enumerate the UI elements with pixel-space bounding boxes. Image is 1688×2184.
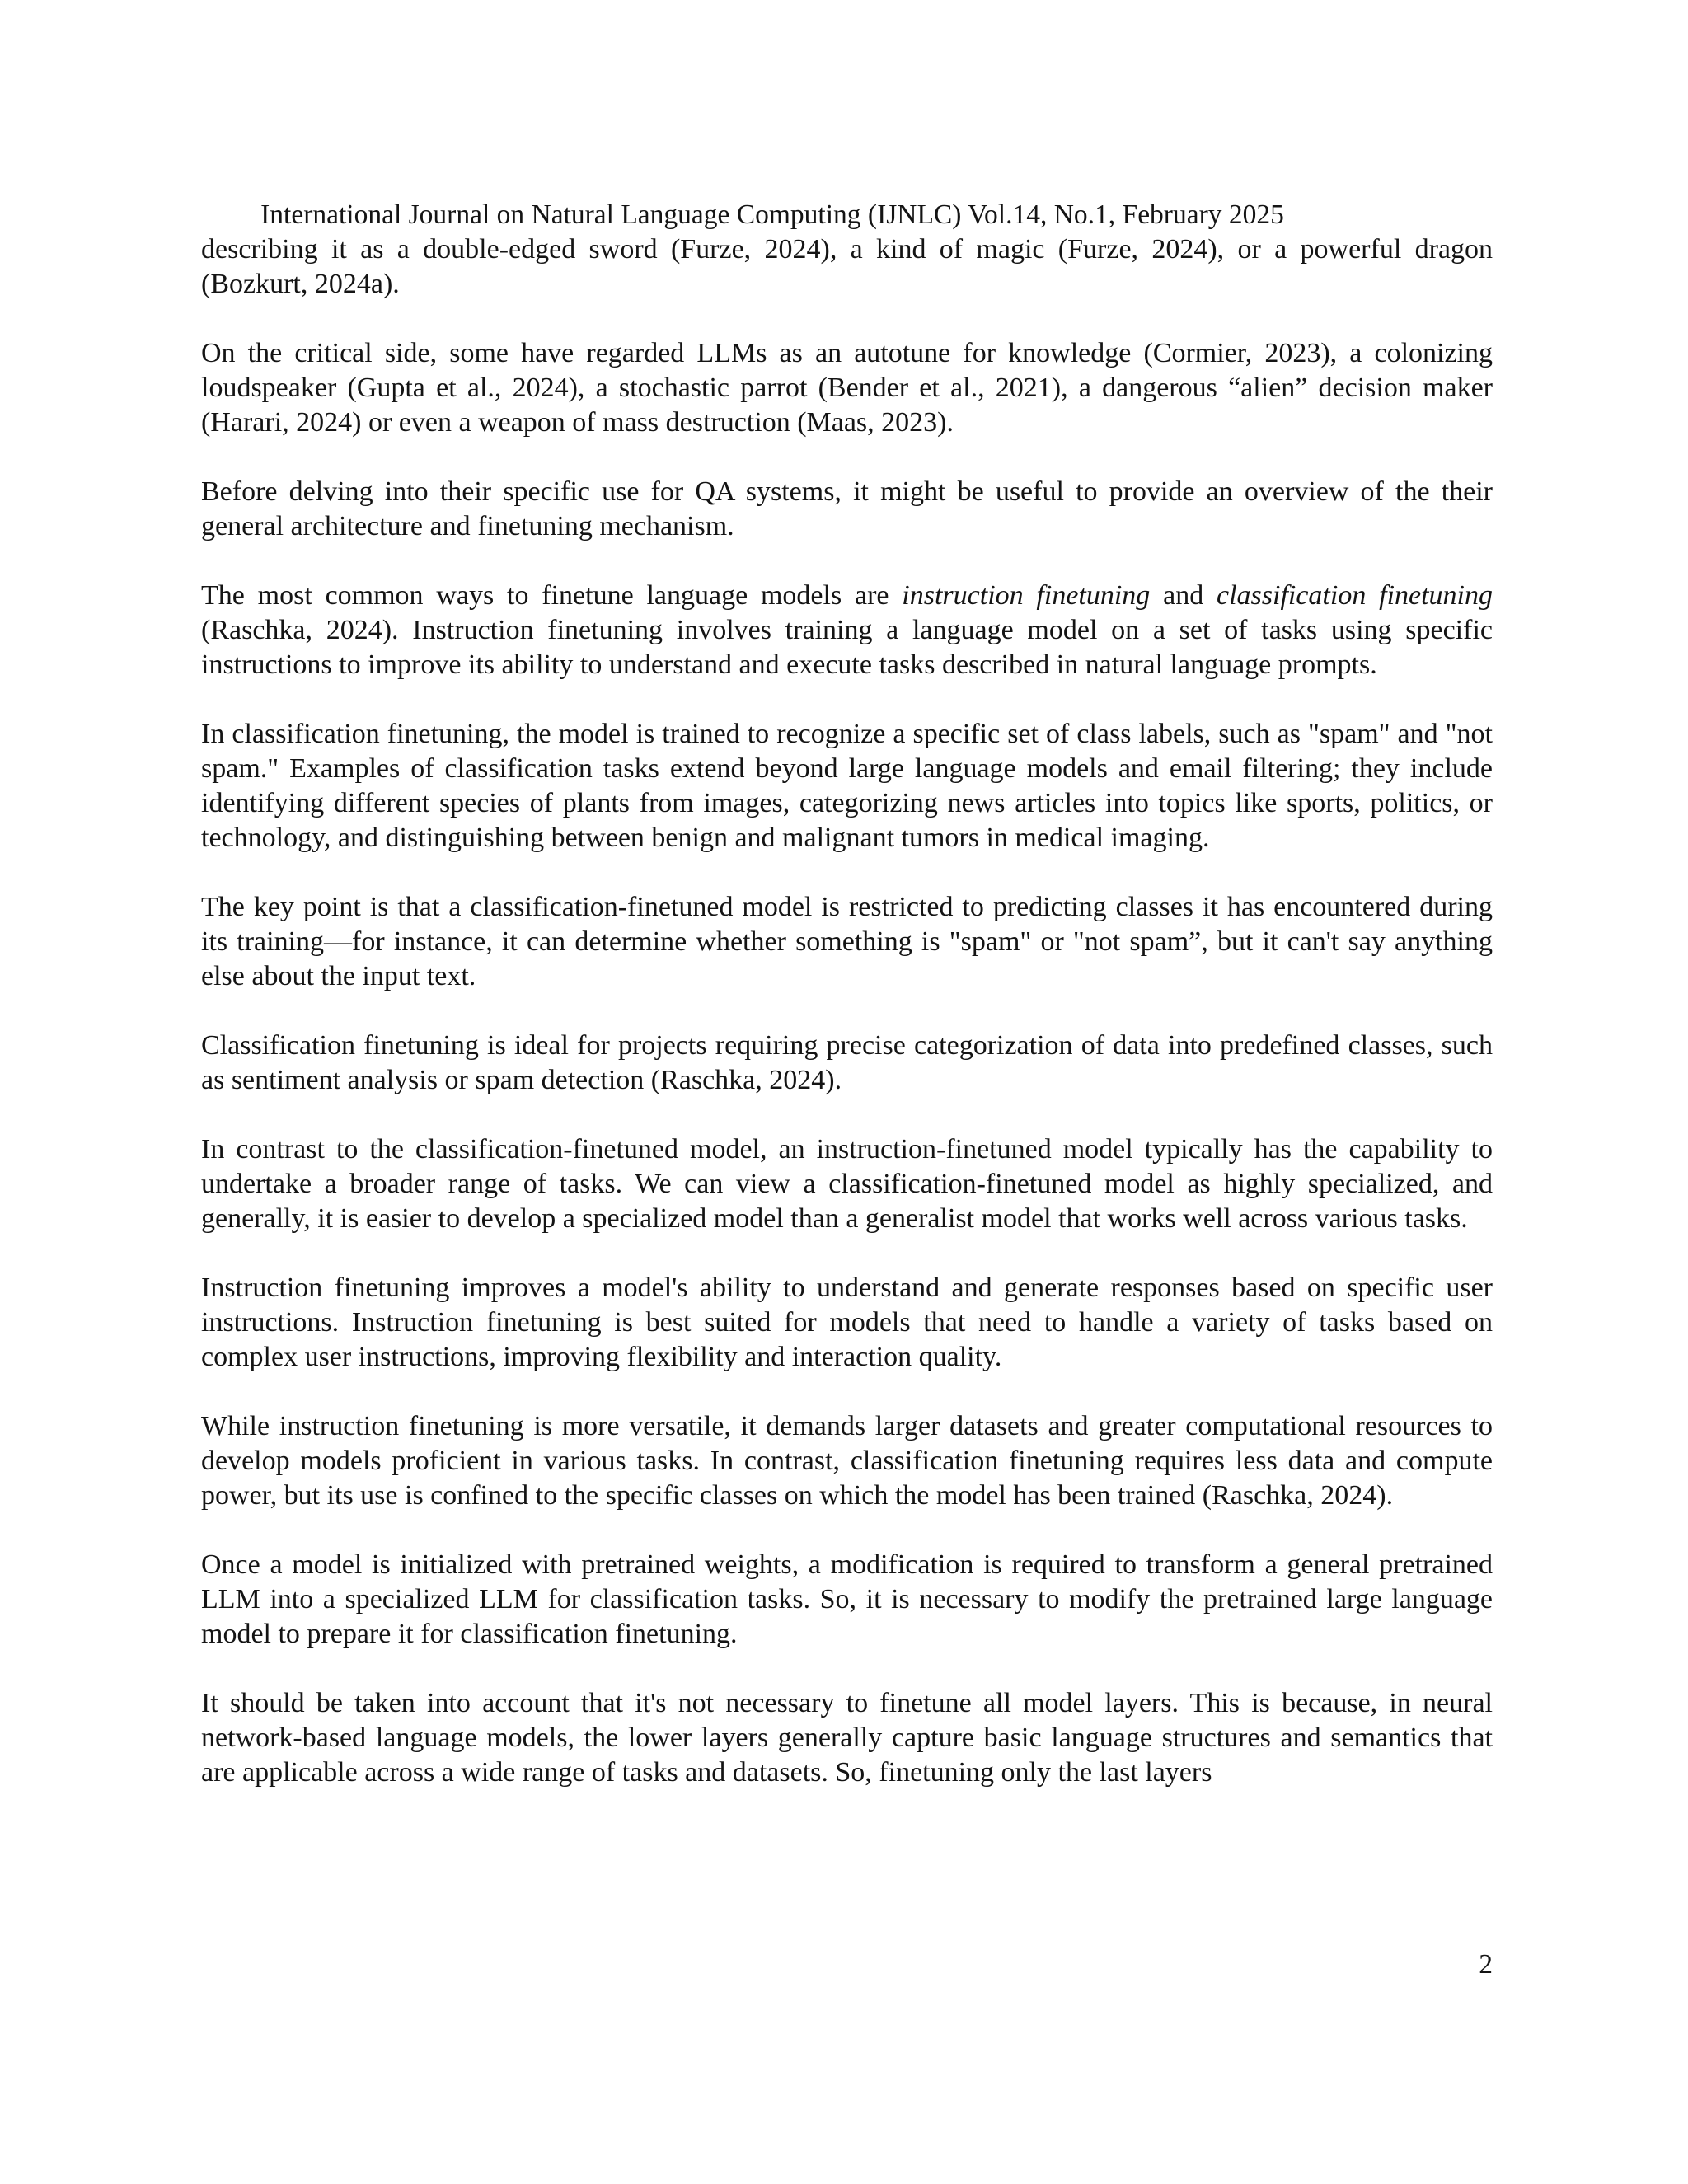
term-instruction-finetuning: instruction finetuning [902,580,1151,611]
paragraph-classification-finetuning: In classification finetuning, the model is trained to recognize a specific set of class labels, such as "spam" and "not spam." Examples of classification tasks extend beyond large language models and email filtering; they include identifying different species of plants from images, categorizing news articles into topics like sports, politics, or technology, and distinguishing between benign and malignant tumors in medical imaging. [201,719,1493,853]
paragraph-continuation: describing it as a double-edged sword (Furze, 2024), a kind of magic (Furze, 2024), or a powerful dragon (Bozkurt, 2024a). [201,234,1493,299]
paragraph-finetune-ways-mid: and [1150,580,1217,611]
term-classification-finetuning: classification finetuning [1217,580,1493,611]
paragraph-contrast: In contrast to the classification-finetuned model, an instruction-finetuned model typically has the capability to undertake a broader range of tasks. We can view a classification-finetuned model as highly specialized, and generally, it is easier to develop a specialized model than a generalist model that works well across various tasks. [201,1134,1493,1234]
running-header: International Journal on Natural Language Computing (IJNLC) Vol.14, No.1, February 2025 [260,199,1284,230]
paragraph-finetune-ways-post: (Raschka, 2024). Instruction finetuning involves training a language model on a set of tasks using specific instructions to improve its ability to understand and execute tasks described in natural language prompts. [201,615,1493,680]
page-number: 2 [1479,1949,1493,1980]
paragraph-critical-side: On the critical side, some have regarded LLMs as an autotune for knowledge (Cormier, 2023), a colonizing loudspeaker (Gupta et al., 2024), a stochastic parrot (Bender et al., 2021), a dangerous “alien” decision maker (Harari, 2024) or even a weapon of mass destruction (Maas, 2023). [201,338,1493,438]
paragraph-model-layers: It should be taken into account that it's not necessary to finetune all model layers. This is because, in neural network-based language models, the lower layers generally capture basic language structures and semantics that are applicable across a wide range of tasks and datasets. So, finetuning only the last layers [201,1688,1493,1788]
paragraph-finetune-ways [201,579,1493,682]
paragraph-classification-ideal: Classification finetuning is ideal for projects requiring precise categorization of data into predefined classes, such as sentiment analysis or spam detection (Raschka, 2024). [201,1030,1493,1095]
paragraph-overview: Before delving into their specific use for QA systems, it might be useful to provide an overview of the their general architecture and finetuning mechanism. [201,476,1493,541]
paragraph-key-point: The key point is that a classification-finetuned model is restricted to predicting classes it has encountered during its training—for instance, it can determine whether something is "spam" or "not spam”, but it can't say anything else about the input text. [201,892,1493,991]
body-text [201,232,1493,1825]
paragraph-pretrained-weights: Once a model is initialized with pretrained weights, a modification is required to transform a general pretrained LLM into a specialized LLM for classification tasks. So, it is necessary to modify the pretrained large language model to prepare it for classification finetuning. [201,1549,1493,1649]
paragraph-finetune-ways-pre: The most common ways to finetune language models are [201,580,903,611]
paragraph-versatility: While instruction finetuning is more versatile, it demands larger datasets and greater computational resources to develop models proficient in various tasks. In contrast, classification finetuning requires less data and compute power, but its use is confined to the specific classes on which the model has been trained (Raschka, 2024). [201,1411,1493,1511]
paragraph-instruction-improves: Instruction finetuning improves a model's ability to understand and generate responses based on specific user instructions. Instruction finetuning is best suited for models that need to handle a variety of tasks based on complex user instructions, improving flexibility and interaction quality. [201,1272,1493,1372]
